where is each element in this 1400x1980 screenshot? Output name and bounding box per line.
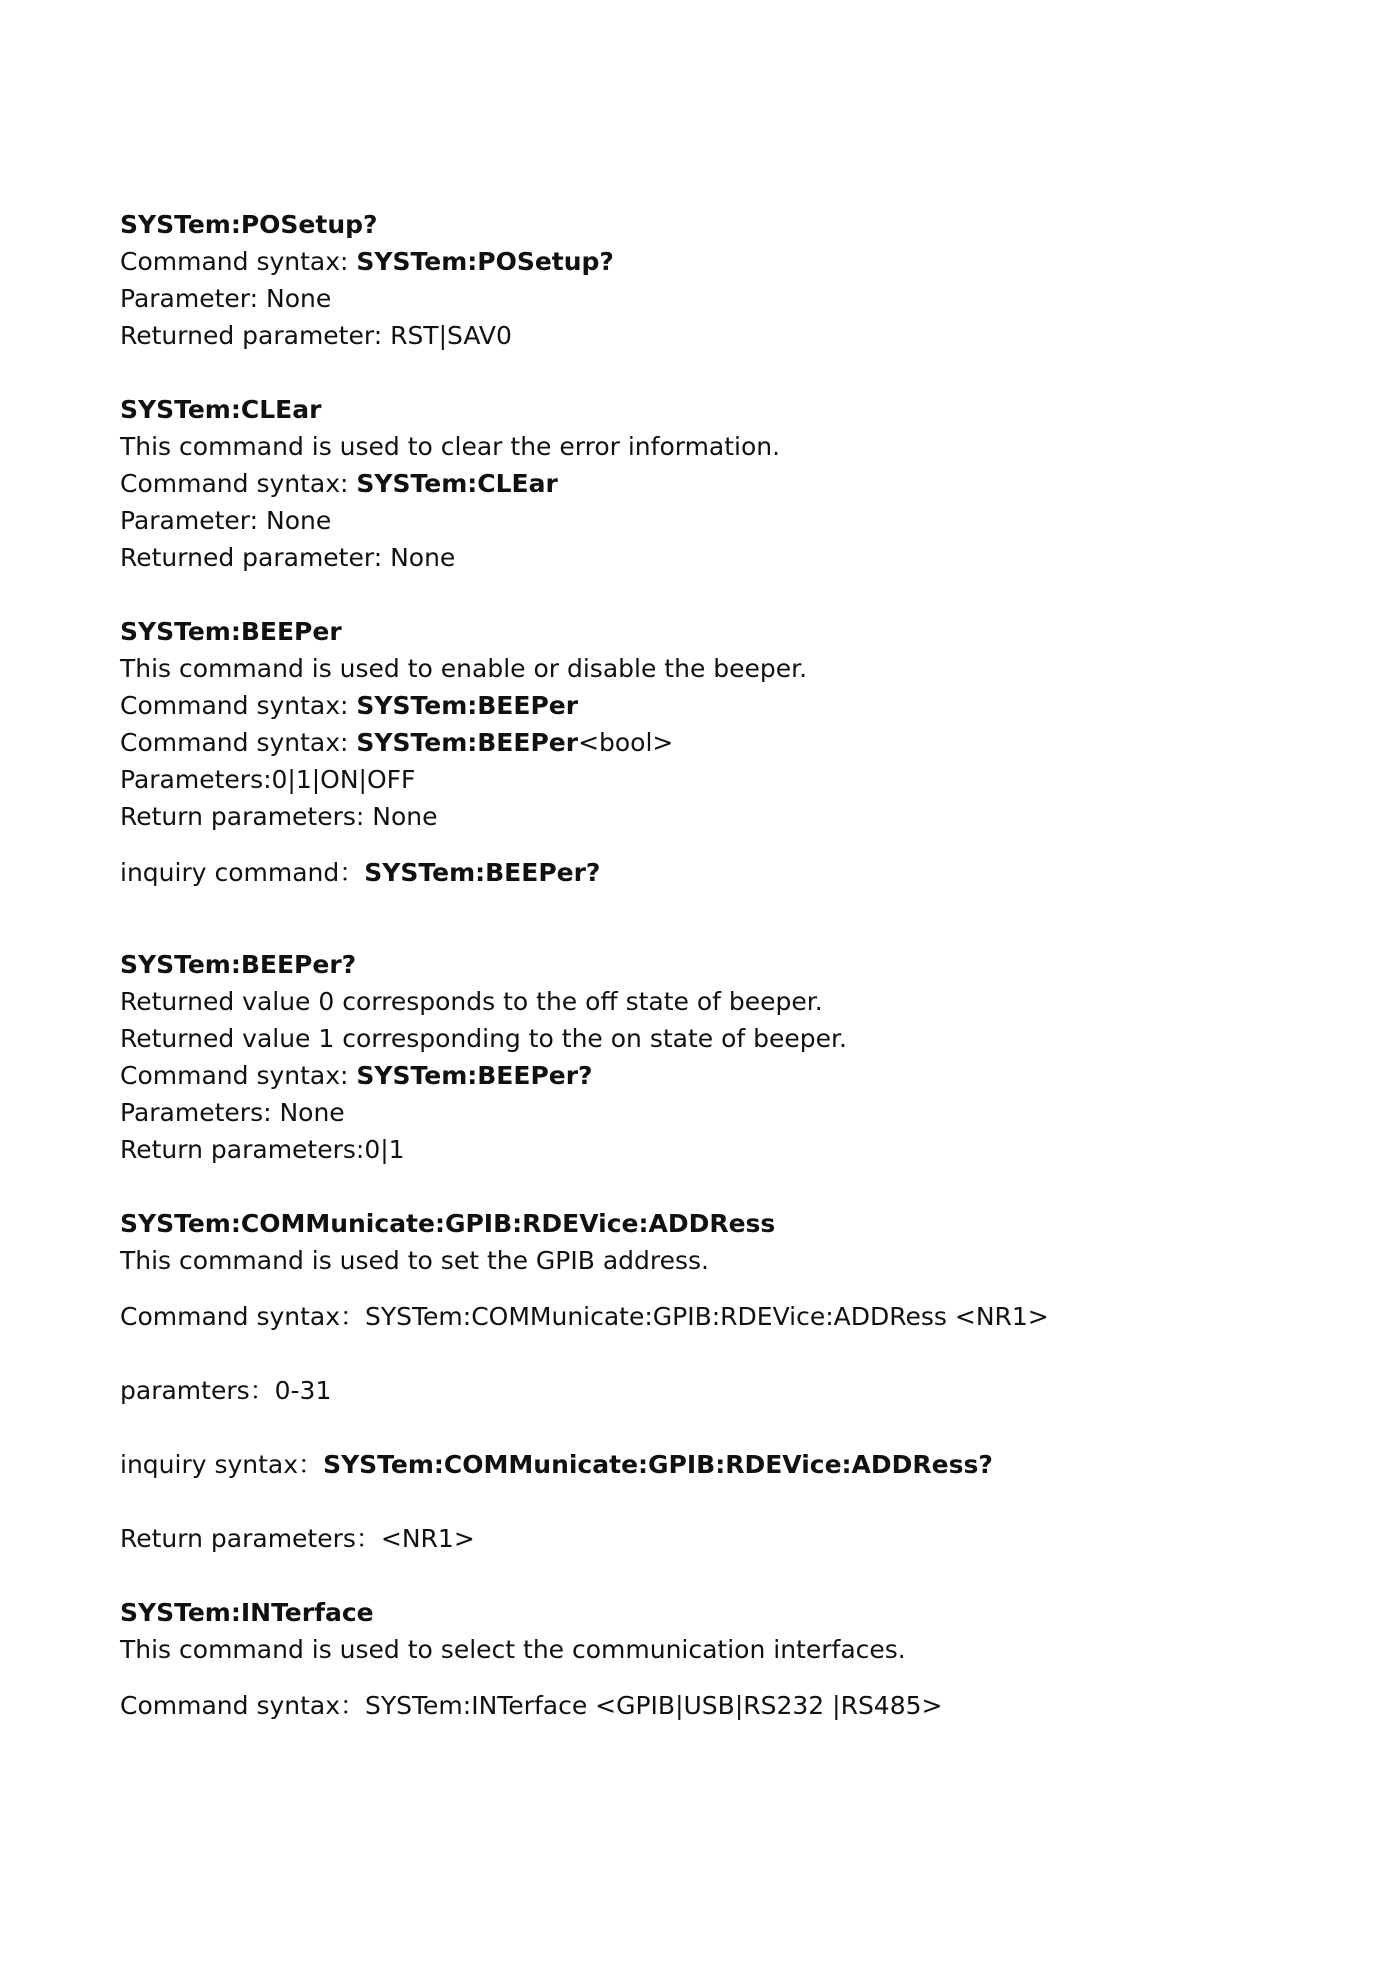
description-line: This command is used to enable or disable the beeper. (120, 654, 808, 683)
section-gpib-address (120, 1205, 1400, 1557)
syntax-command: SYSTem:BEEPer (356, 691, 579, 720)
description-line: Returned value 0 corresponds to the off state of beeper. (120, 987, 823, 1016)
syntax-label: Command syntax: (120, 728, 357, 757)
returned-line: Returned parameter: None (120, 543, 456, 572)
syntax-line (120, 724, 1400, 761)
syntax-line: Command syntax：SYSTem:COMMunicate:GPIB:RDEVice:ADDRess <NR1> (120, 1302, 1049, 1331)
section-title: SYSTem:BEEPer? (120, 950, 357, 979)
parameters-line: paramters：0-31 (120, 1376, 332, 1405)
parameters-line: Parameters: None (120, 1098, 345, 1127)
section-title: SYSTem:COMMunicate:GPIB:RDEVice:ADDRess (120, 1209, 776, 1238)
description-line: This command is used to select the communication interfaces. (120, 1635, 906, 1664)
section-posetup (120, 206, 1400, 354)
syntax-label: Command syntax: (120, 247, 357, 276)
returned-line: Return parameters:0|1 (120, 1135, 405, 1164)
description-line: This command is used to set the GPIB address. (120, 1246, 710, 1275)
parameters-line: Parameters:0|1|ON|OFF (120, 765, 416, 794)
syntax-label: Command syntax: (120, 691, 357, 720)
syntax-command: SYSTem:POSetup? (356, 247, 614, 276)
section-title: SYSTem:CLEar (120, 395, 322, 424)
inquiry-command: SYSTem:COMMunicate:GPIB:RDEVice:ADDRess? (323, 1450, 993, 1479)
section-beeper (120, 613, 1400, 891)
syntax-argument: <bool> (578, 728, 674, 757)
section-title: SYSTem:INTerface (120, 1598, 374, 1627)
returned-line: Returned parameter: RST|SAV0 (120, 321, 512, 350)
syntax-line: Command syntax：SYSTem:INTerface <GPIB|USB|RS232 |RS485> (120, 1691, 943, 1720)
inquiry-label: inquiry command： (120, 858, 365, 887)
description-line: Returned value 1 corresponding to the on state of beeper. (120, 1024, 847, 1053)
inquiry-label: inquiry syntax： (120, 1450, 324, 1479)
syntax-command: SYSTem:BEEPer (356, 728, 579, 757)
syntax-line (120, 1057, 1400, 1094)
section-title: SYSTem:POSetup? (120, 210, 378, 239)
syntax-command: SYSTem:CLEar (356, 469, 558, 498)
parameter-line: Parameter: None (120, 284, 332, 313)
description-line: This command is used to clear the error information. (120, 432, 781, 461)
section-clear (120, 391, 1400, 576)
section-interface (120, 1594, 1400, 1724)
syntax-line (120, 687, 1400, 724)
inquiry-command: SYSTem:BEEPer? (364, 858, 601, 887)
syntax-line (120, 465, 1400, 502)
parameter-line: Parameter: None (120, 506, 332, 535)
syntax-label: Command syntax: (120, 469, 357, 498)
inquiry-line (120, 1446, 1400, 1483)
section-title: SYSTem:BEEPer (120, 617, 342, 646)
returned-line: Return parameters: None (120, 802, 438, 831)
syntax-line (120, 243, 1400, 280)
section-beeper-query (120, 946, 1400, 1168)
syntax-command: SYSTem:BEEPer? (356, 1061, 593, 1090)
syntax-label: Command syntax: (120, 1061, 357, 1090)
inquiry-line (120, 854, 1400, 891)
returned-line: Return parameters：<NR1> (120, 1524, 475, 1553)
